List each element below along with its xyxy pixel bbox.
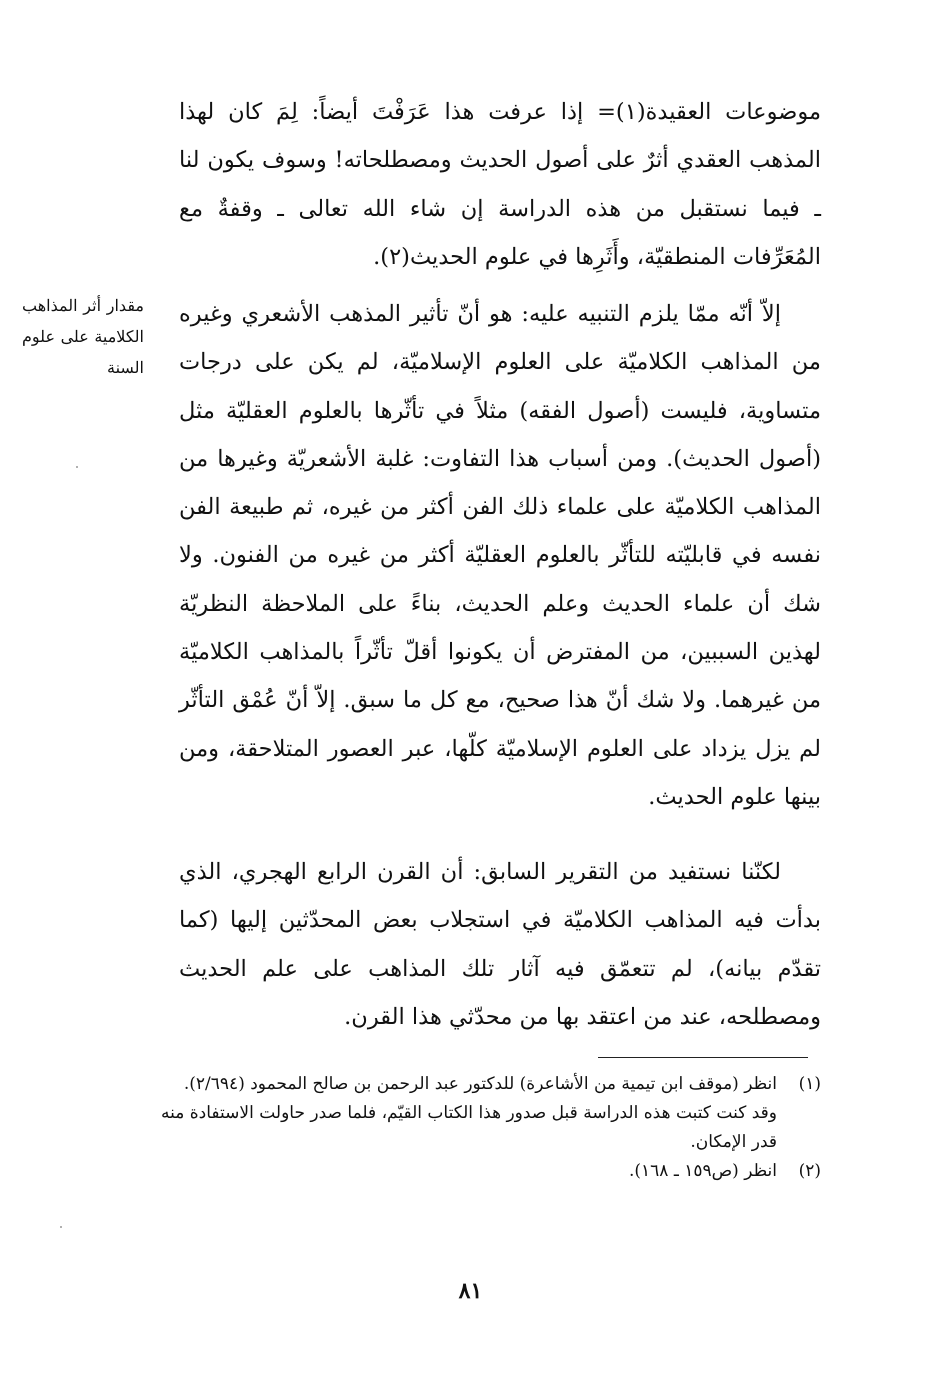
page-number: ٨١	[458, 1278, 483, 1304]
footnote-2	[161, 1157, 821, 1186]
paragraph-1: موضوعات العقيدة(١)= إذا عرفت هذا عَرَفْتَ أيضاً: لِمَ كان لهذا المذهب العقدي أثرٌ على أصول الحديث ومصطلحاته! وسوف يكون لنا ـ فيما نستقبل من هذه الدراسة إن شاء الله تعالى ـ وقفةٌ مع المُعَرِّفات المنطقيّة، وأَثَرِها في علوم الحديث(٢).	[179, 99, 822, 270]
scan-speck	[76, 466, 78, 468]
footnote-1-continuation: وقد كنت كتبت هذه الدراسة قبل صدور هذا الكتاب القيّم، فلما صدر حاولت الاستفادة منه قدر الإمكان.	[161, 1103, 777, 1152]
scan-speck	[60, 1226, 62, 1228]
footnote-1-text: انظر (موقف ابن تيمية من الأشاعرة) للدكتور عبد الرحمن بن صالح المحمود (٢/٦٩٤).	[183, 1074, 777, 1094]
paragraph-2: إلاّ أنّه ممّا يلزم التنبيه عليه: هو أنّ تأثير المذهب الأشعري وغيره من المذاهب الكلاميّة على العلوم الإسلاميّة، لم يكن على درجات متساوية، فليست (أصول الفقه) مثلاً في تأثّرها بالعلوم العقليّة مثل (أصول الحديث). ومن أسباب هذا التفاوت: غلبة الأشعريّة وغيرها من المذاهب الكلاميّة على علماء ذلك الفن أكثر من غيره، ثم طبيعة الفن نفسه في قابليّته للتأثّر بالعلوم العقليّة أكثر من غيره من الفنون. ولا شك أن علماء الحديث وعلم الحديث، بناءً على الملاحظة النظريّة لهذين السببين، من المفترض أن يكونوا أقلّ تأثّراً بالمذاهب الكلاميّة من غيرهما. ولا شك أنّ هذا صحيح، مع كل ما سبق. إلاّ أنّ عُمْق التأثّر لم يزل يزداد على العلوم الإسلاميّة كلّها، عبر العصور المتلاحقة، ومن بينها علوم الحديث.	[179, 301, 821, 810]
footnote-separator	[598, 1057, 808, 1058]
paragraph-3: لكنّنا نستفيد من التقرير السابق: أن القرن الرابع الهجري، الذي بدأت فيه المذاهب الكلاميّة في استجلاب بعض المحدّثين إليها (كما تقدّم بيانه)، لم تتعمّق فيه آثار تلك المذاهب على علم الحديث ومصطلحه، عند من اعتقد بها من محدّثي هذا القرن.	[179, 859, 821, 1030]
margin-note: مقدار أثر المذاهب الكلامية على علوم السنة	[22, 296, 144, 377]
footnote-1-number: (١)	[798, 1074, 821, 1094]
footnote-1	[161, 1070, 821, 1099]
footnotes	[161, 1070, 821, 1186]
footnote-2-text: انظر (ص١٥٩ ـ ١٦٨).	[628, 1161, 777, 1181]
footnote-2-number: (٢)	[798, 1161, 821, 1181]
